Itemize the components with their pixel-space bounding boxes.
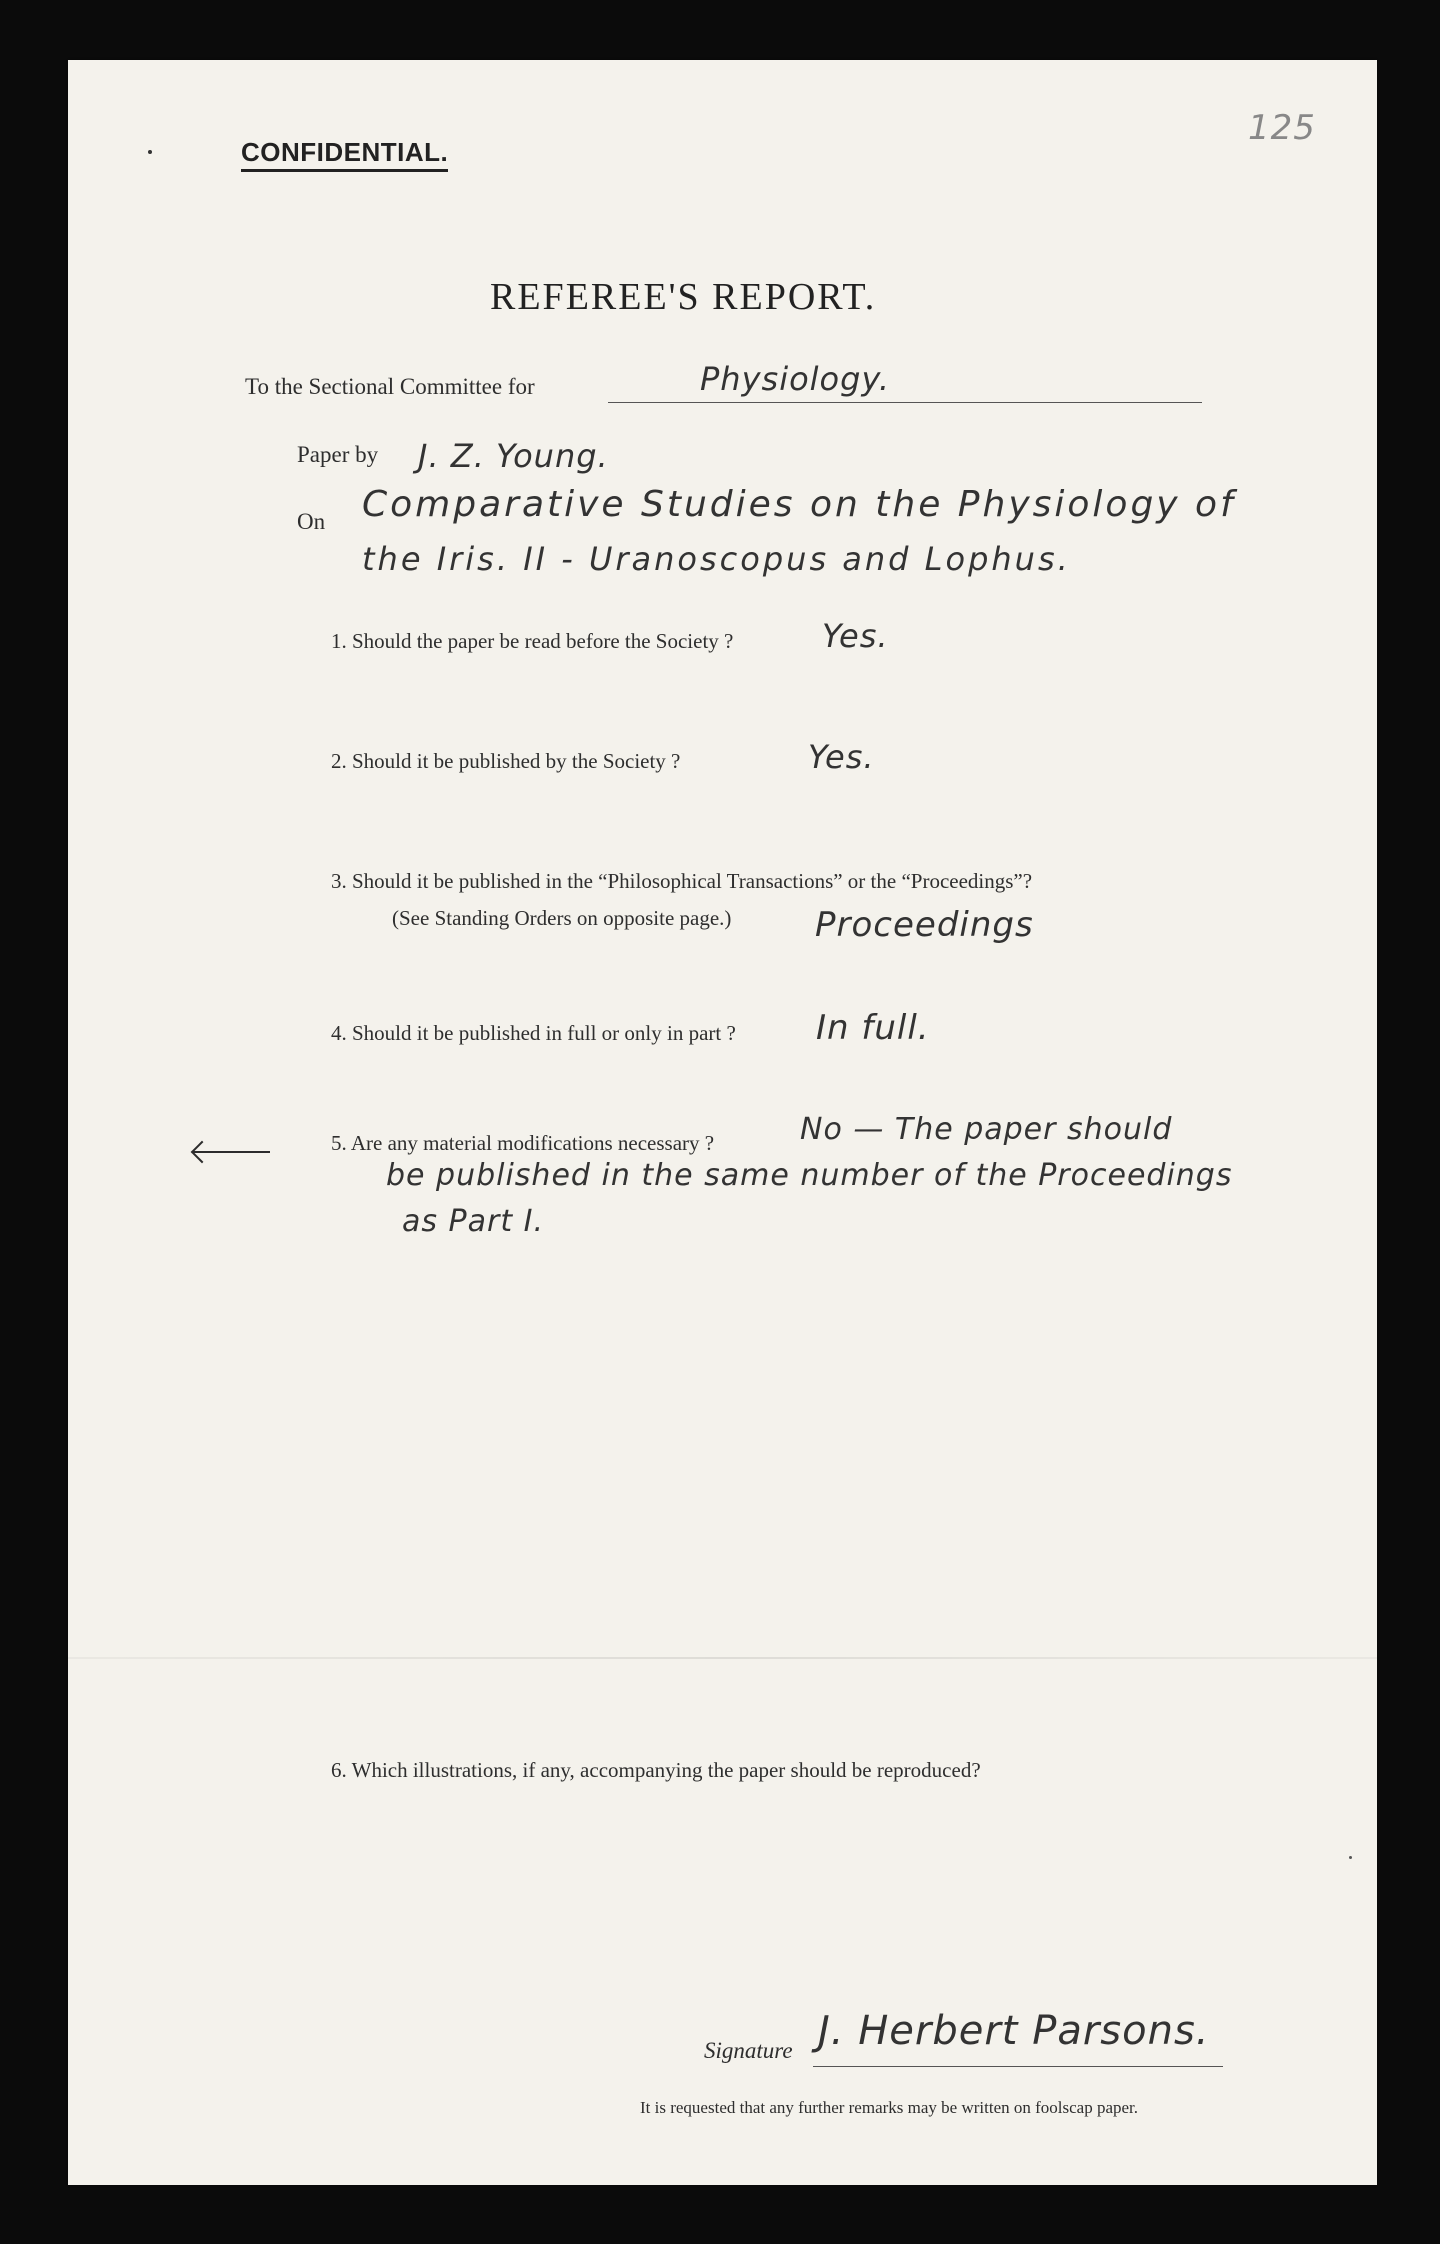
committee-label: To the Sectional Committee for bbox=[245, 374, 535, 399]
answer-1: Yes. bbox=[822, 617, 889, 655]
answer-4: In full. bbox=[816, 1008, 930, 1048]
committee-value: Physiology. bbox=[700, 360, 891, 398]
answer-2: Yes. bbox=[808, 738, 875, 776]
paper-by-label: Paper by bbox=[297, 442, 379, 467]
signature-label: Signature bbox=[704, 2038, 793, 2063]
committee-underline bbox=[608, 402, 1202, 403]
footer-note: It is requested that any further remarks may be written on foolscap paper. bbox=[640, 2098, 1139, 2117]
page-number: 125 bbox=[1248, 108, 1316, 148]
ink-dot bbox=[148, 150, 152, 154]
answer-5-line2: be published in the same number of the Proceedings bbox=[386, 1158, 1233, 1193]
on-value-line2: the Iris. II - Uranoscopus and Lophus. bbox=[362, 540, 1071, 578]
signature-underline bbox=[813, 2066, 1223, 2067]
question-3-note: (See Standing Orders on opposite page.) bbox=[392, 906, 732, 930]
question-6: 6. Which illustrations, if any, accompanying the paper should be reproduced? bbox=[331, 1758, 981, 1782]
question-2: 2. Should it be published by the Society ? bbox=[331, 749, 681, 773]
question-1: 1. Should the paper be read before the Society ? bbox=[331, 629, 734, 653]
on-value-line1: Comparative Studies on the Physiology of bbox=[362, 484, 1236, 525]
answer-5-line1: No — The paper should bbox=[800, 1112, 1173, 1147]
question-3: 3. Should it be published in the “Philosophical Transactions” or the “Proceedings”? bbox=[331, 869, 1033, 893]
answer-5-line3: as Part I. bbox=[402, 1204, 545, 1239]
question-5: 5. Are any material modifications necessary ? bbox=[331, 1131, 715, 1155]
signature-value: J. Herbert Parsons. bbox=[818, 2008, 1210, 2054]
ink-dot bbox=[1349, 1856, 1352, 1859]
confidential-heading: CONFIDENTIAL. bbox=[241, 137, 448, 172]
on-label: On bbox=[297, 509, 326, 534]
paper-fold-line bbox=[68, 1657, 1377, 1659]
page-title: REFEREE'S REPORT. bbox=[490, 276, 877, 318]
answer-3: Proceedings bbox=[815, 905, 1034, 945]
question-4: 4. Should it be published in full or only in part ? bbox=[331, 1021, 736, 1045]
paper-by-value: J. Z. Young. bbox=[418, 437, 609, 475]
